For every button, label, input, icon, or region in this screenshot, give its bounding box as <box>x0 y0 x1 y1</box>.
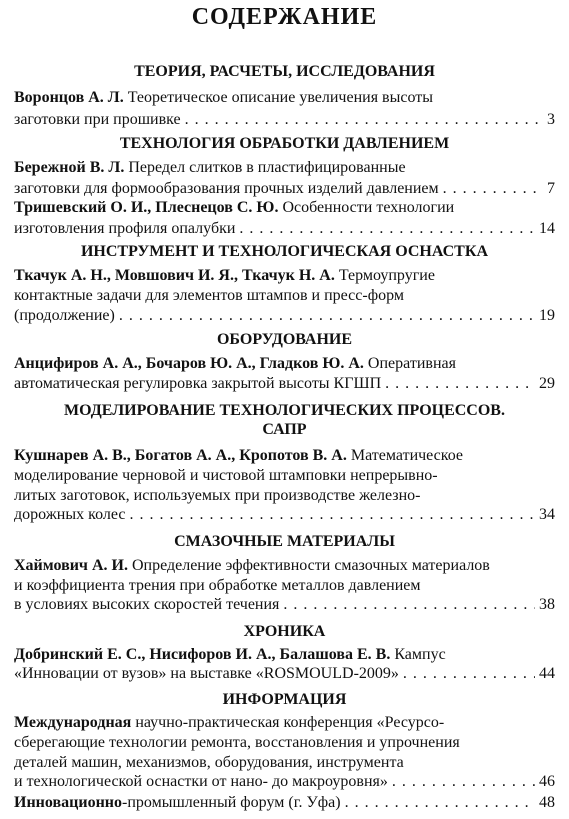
leader-dots <box>185 110 543 130</box>
section-heading-equipment: ОБОРУДОВАНИЕ <box>216 331 353 348</box>
entry-line: и коэффициента трения при обработке металлов давлением <box>14 577 421 594</box>
entry-line-last <box>14 793 555 814</box>
section-heading-lubricants: СМАЗОЧНЫЕ МАТЕРИАЛЫ <box>174 533 395 550</box>
page-number: 38 <box>539 596 555 613</box>
page-number: 19 <box>539 307 555 324</box>
leader-dots <box>129 505 535 525</box>
entry-line-last <box>14 595 555 616</box>
entry-line-last <box>14 306 555 327</box>
entry-title-text: автоматическая регулировка закрытой высоты КГШП <box>14 375 382 392</box>
entry-authors: Воронцов А. Л. <box>14 89 124 106</box>
leader-dots <box>392 772 535 792</box>
entry-title-text: Оперативная <box>367 355 456 372</box>
entry-title-text: (продолжение) <box>14 307 115 324</box>
entry-title-text: Определение эффективности смазочных материалов <box>131 557 490 574</box>
entry-line: литых заготовок, используемых при производстве железно- <box>14 487 421 504</box>
section-heading-theory: ТЕОРИЯ, РАСЧЕТЫ, ИССЛЕДОВАНИЯ <box>134 63 435 80</box>
entry-title-text: изготовления профиля опалубки <box>14 220 236 237</box>
entry-line <box>14 266 555 287</box>
entry-title-text: заготовки для формообразования прочных изделий давлением <box>14 180 439 197</box>
entry-title-text: дорожных колес <box>14 506 126 523</box>
leader-dots <box>443 179 543 199</box>
page-number: 7 <box>547 180 555 197</box>
entry-line <box>14 713 555 734</box>
entry-line-last <box>14 505 555 526</box>
entry-authors: Анцифиров А. А., Бочаров Ю. А., Гладков Ю. А. <box>14 355 364 372</box>
entry-line <box>14 354 555 375</box>
section-heading-chronicle: ХРОНИКА <box>243 623 326 640</box>
entry-line <box>14 158 555 179</box>
leader-dots <box>119 306 535 326</box>
page-number: 34 <box>539 506 555 523</box>
entry-authors: Добринский Е. С., Нисифоров И. А., Балашова Е. В. <box>14 646 391 663</box>
entry-title-text: Особенности технологии <box>282 199 455 216</box>
page-number: 3 <box>547 111 555 128</box>
entry-line: моделирование черновой и чистовой штамповки непрерывно- <box>14 467 438 484</box>
entry-title-text: Математическое <box>350 447 464 464</box>
page-number: 29 <box>539 375 555 392</box>
entry-title-text: -промышленный форум (г. Уфа) <box>122 794 341 811</box>
entry-authors: Инновационно <box>14 794 122 811</box>
entry-authors: Хаймович А. И. <box>14 557 128 574</box>
entry-authors: Кушнарев А. В., Богатов А. А., Кропотов В. А. <box>14 447 347 464</box>
section-heading-technology: ТЕХНОЛОГИЯ ОБРАБОТКИ ДАВЛЕНИЕМ <box>119 135 450 152</box>
entry-title-text: и технологической оснастки от нано- до макроуровня» <box>14 773 388 790</box>
entry-line: деталей машин, механизмов, оборудования, инструмента <box>14 754 404 771</box>
section-heading-modeling-cont: САПР <box>262 421 307 438</box>
entry-line-last <box>14 110 555 131</box>
entry-title-text <box>14 793 341 813</box>
entry-authors: Ткачук А. Н., Мовшович И. Я., Ткачук Н. А. <box>14 267 335 284</box>
entry-title-text: Передел слитков в пластифицированные <box>128 159 406 176</box>
entry-line <box>14 446 555 467</box>
entry-title-text: «Инновации от вузов» на выставке «ROSMOULD-2009» <box>14 665 399 682</box>
entry-title-text: заготовки при прошивке <box>14 111 181 128</box>
entry-line: сберегающие технологии ремонта, восстановления и упрочнения <box>14 734 460 751</box>
entry-line-last <box>14 772 555 793</box>
entry-title-text: Кампус <box>394 646 446 663</box>
entry-line-last <box>14 179 555 200</box>
leader-dots <box>403 664 535 684</box>
entry-title-text: Термоупругие <box>338 267 435 284</box>
section-heading-information: ИНФОРМАЦИЯ <box>222 691 347 708</box>
page-number: 46 <box>539 773 555 790</box>
entry-line-last <box>14 664 555 685</box>
entry-line-last <box>14 219 555 240</box>
entry-line <box>14 88 555 109</box>
entry-line-last <box>14 374 555 395</box>
entry-line <box>14 556 555 577</box>
leader-dots <box>239 219 535 239</box>
entry-authors: Тришевский О. И., Плеснецов С. Ю. <box>14 199 279 216</box>
leader-dots <box>283 595 535 615</box>
entry-line <box>14 198 555 219</box>
entry-title-text: в условиях высоких скоростей течения <box>14 596 280 613</box>
leader-dots <box>345 793 535 813</box>
section-heading-tooling: ИНСТРУМЕНТ И ТЕХНОЛОГИЧЕСКАЯ ОСНАСТКА <box>80 243 488 260</box>
entry-line: контактные задачи для элементов штампов и пресс-форм <box>14 287 404 304</box>
entry-authors: Международная <box>14 714 132 731</box>
page-number: 44 <box>539 665 555 682</box>
entry-line <box>14 645 555 666</box>
entry-title-text: научно-практическая конференция «Ресурсо- <box>135 714 445 731</box>
section-heading-modeling: МОДЕЛИРОВАНИЕ ТЕХНОЛОГИЧЕСКИХ ПРОЦЕССОВ. <box>64 402 505 419</box>
page-number: 48 <box>539 794 555 811</box>
toc-title: СОДЕРЖАНИЕ <box>191 4 378 30</box>
leader-dots <box>385 374 535 394</box>
page-number: 14 <box>539 220 555 237</box>
entry-authors: Бережной В. Л. <box>14 159 125 176</box>
entry-title-text: Теоретическое описание увеличения высоты <box>127 89 433 106</box>
